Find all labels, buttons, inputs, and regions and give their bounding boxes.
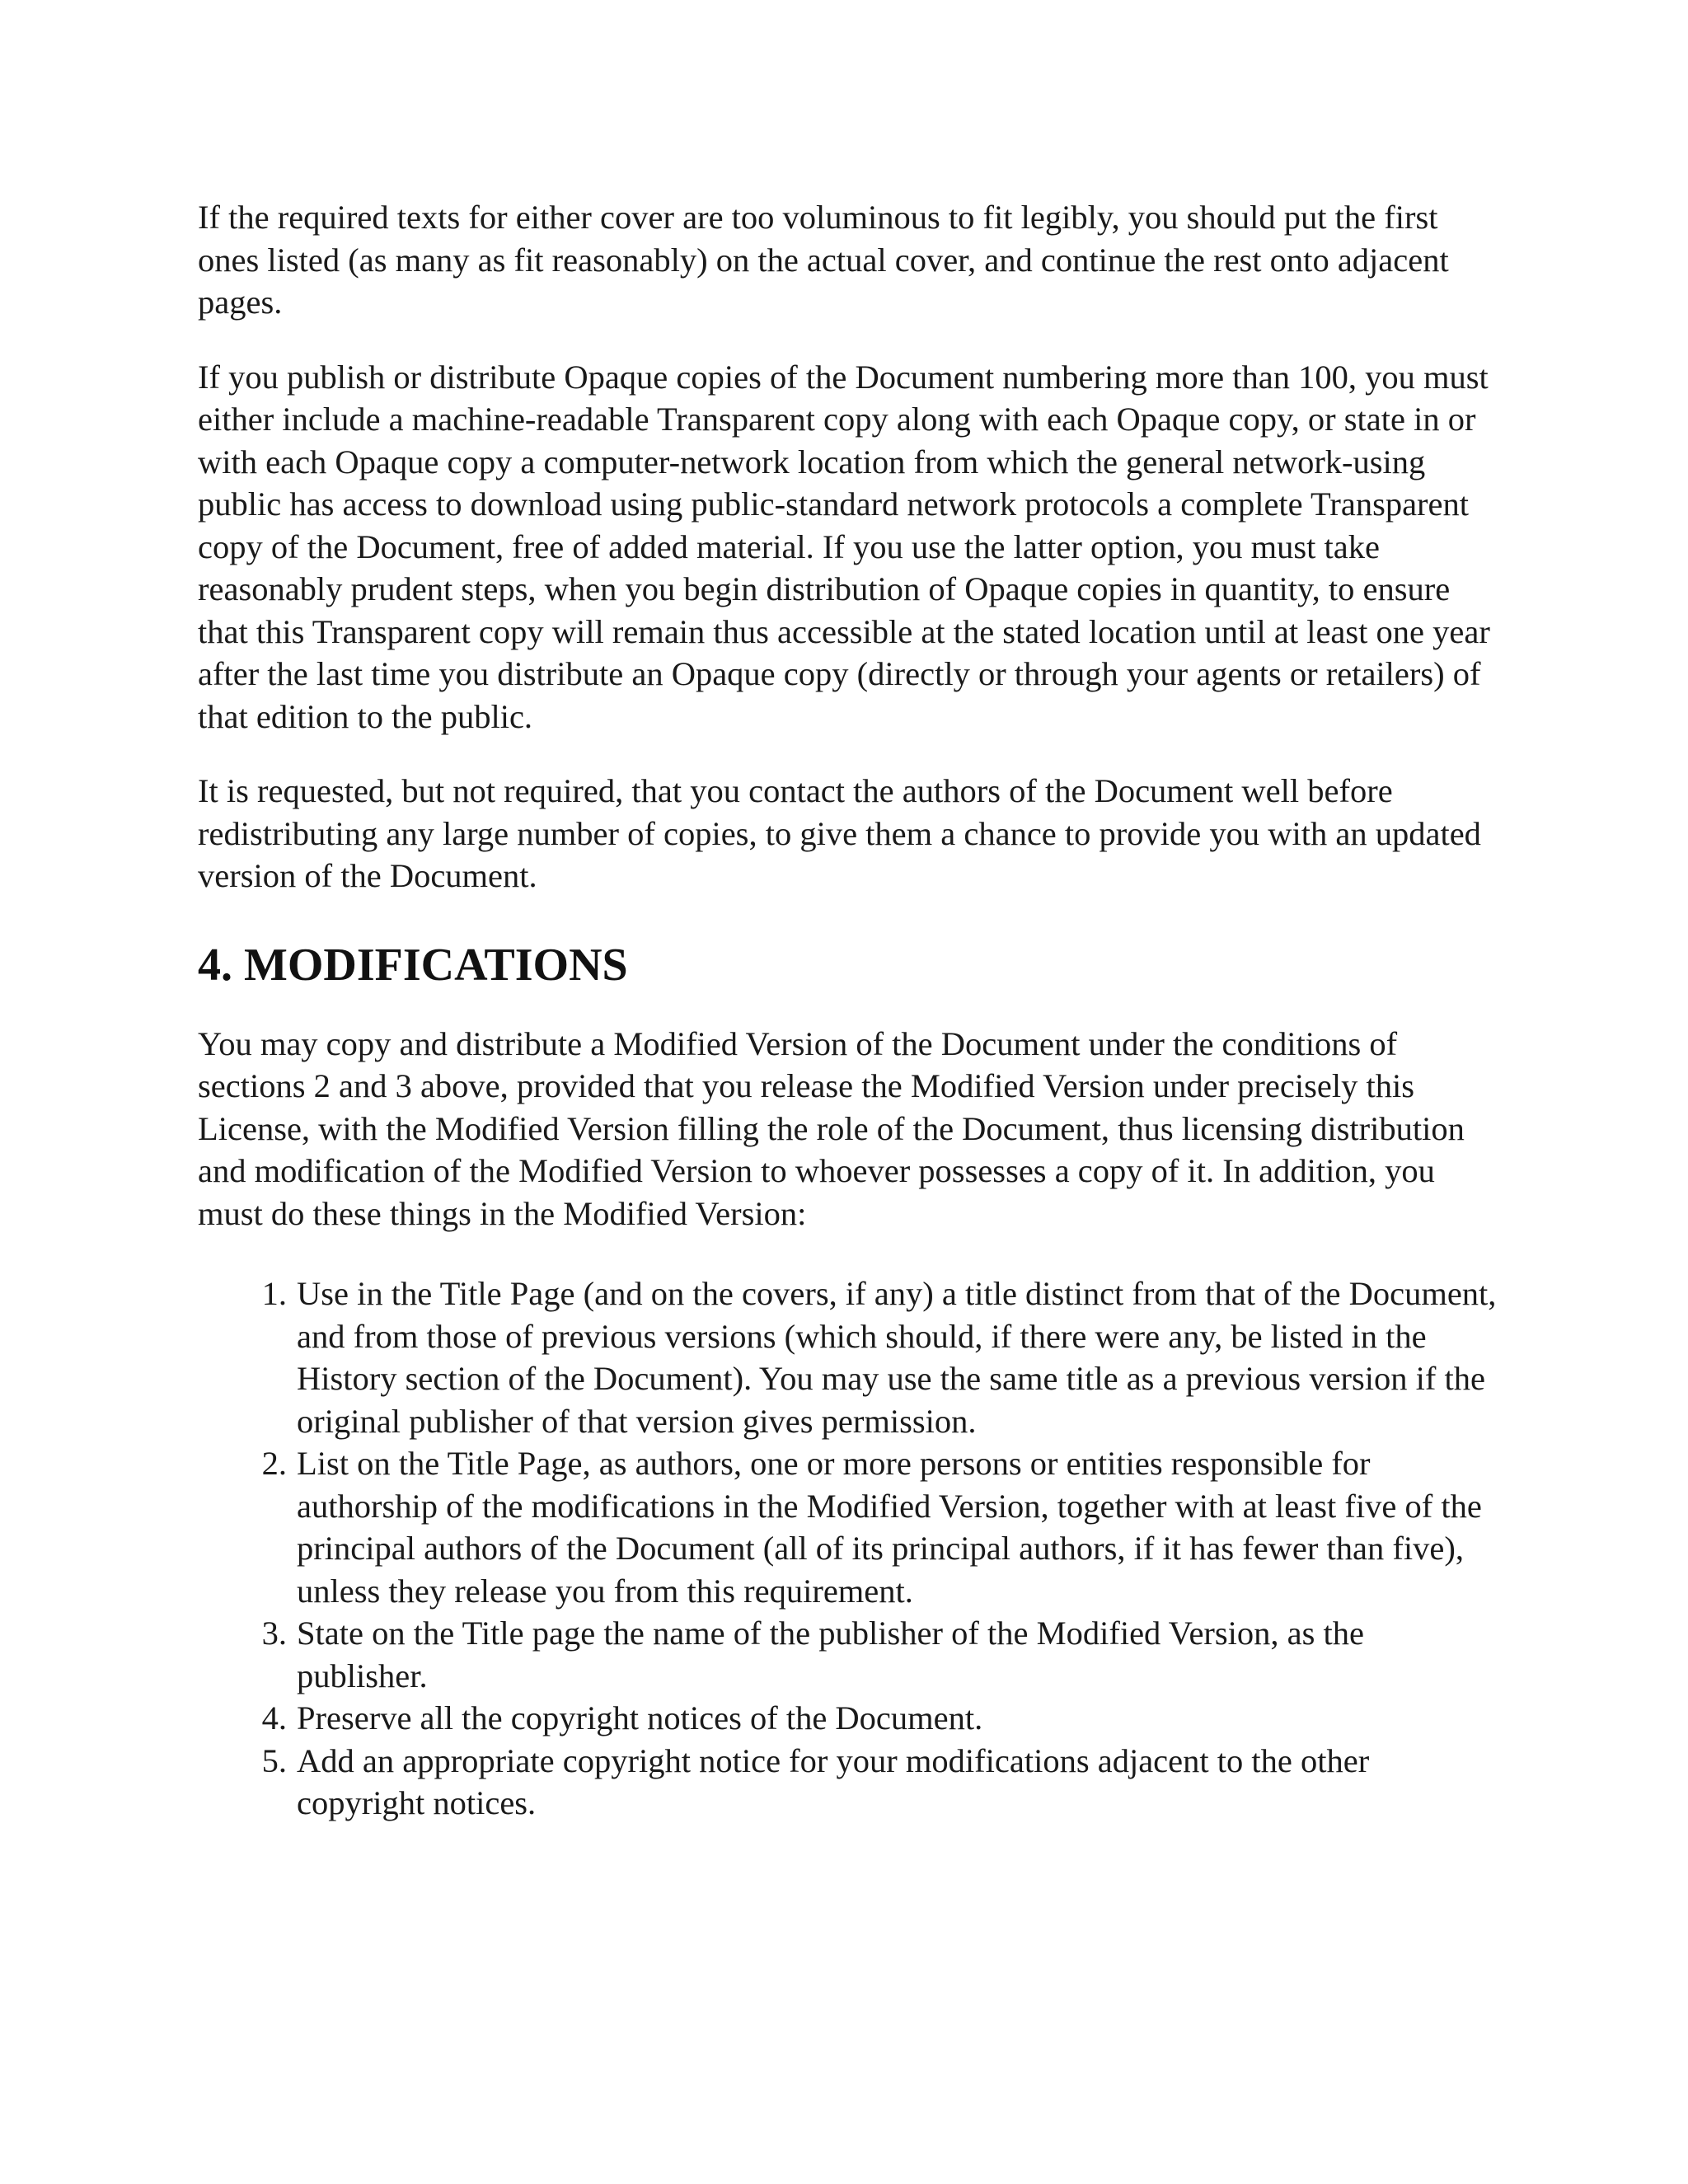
list-item — [198, 1697, 1500, 1740]
modifications-list — [198, 1272, 1500, 1825]
list-item — [198, 1272, 1500, 1442]
list-item-text: Preserve all the copyright notices of the Document. — [297, 1699, 983, 1736]
paragraph-opaque-copies: If you publish or distribute Opaque copies of the Document numbering more than 100, you must either include a machine-readable Transparent copy along with each Opaque copy, or state in or with each Opaque copy a computer-network location from which the general network-using public has access to download using public-standard network protocols a complete Transparent copy of the Document, free of added material. If you use the latter option, you must take reasonably prudent steps, when you begin distribution of Opaque copies in quantity, to ensure that this Transparent copy will remain thus accessible at the stated location until at least one year after the last time you distribute an Opaque copy (directly or through your agents or retailers) of that edition to the public. — [198, 358, 1490, 735]
list-item-text: List on the Title Page, as authors, one or more persons or entities responsible for authorship of the modifications in the Modified Version, together with at least five of the principal authors of the Document (all of its principal authors, if it has fewer than five), unless they release you from this requirement. — [297, 1445, 1482, 1610]
list-item-text: Use in the Title Page (and on the covers, if any) a title distinct from that of the Document, and from those of previous versions (which should, if there were any, be listed in the History section of the Document). You may use the same title as a previous version if the original publisher of that version gives permission. — [297, 1275, 1497, 1440]
list-item-number: 5. — [261, 1741, 287, 1779]
list-item-number: 3. — [261, 1615, 287, 1652]
list-item — [198, 1740, 1500, 1825]
paragraph-cover-texts: If the required texts for either cover are too voluminous to fit legibly, you should put the first ones listed (as many as fit reasonably) on the actual cover, and continue the rest onto adjacent pages. — [198, 199, 1449, 321]
list-item — [198, 1442, 1500, 1612]
list-item-number: 1. — [261, 1275, 287, 1312]
list-item-text: State on the Title page the name of the publisher of the Modified Version, as the publisher. — [297, 1615, 1365, 1694]
list-item — [198, 1612, 1500, 1697]
document-page — [198, 196, 1500, 1825]
paragraph-contact-authors: It is requested, but not required, that you contact the authors of the Document well before redistributing any large number of copies, to give them a chance to provide you with an updated version of the Document. — [198, 772, 1481, 894]
list-item-number: 2. — [261, 1445, 287, 1482]
section-heading-modifications: 4. MODIFICATIONS — [198, 939, 628, 991]
list-item-text: Add an appropriate copyright notice for your modifications adjacent to the other copyright notices. — [297, 1741, 1370, 1821]
paragraph-modifications-intro: You may copy and distribute a Modified Version of the Document under the conditions of sections 2 and 3 above, provided that you release the Modified Version under precisely this License, with the Modified Version filling the role of the Document, thus licensing distribution and modification of the Modified Version to whoever possesses a copy of it. In addition, you must do these things in the Modified Version: — [198, 1024, 1465, 1232]
list-item-number: 4. — [261, 1699, 287, 1736]
